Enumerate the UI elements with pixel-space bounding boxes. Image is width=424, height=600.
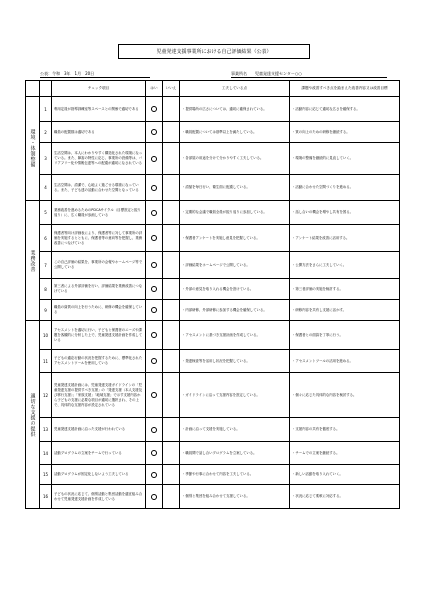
yes-circle-mark <box>151 262 157 268</box>
effort-text: ・計画に沿って支援を実施している。 <box>180 418 290 442</box>
yes-circle-mark <box>151 129 157 135</box>
yes-circle-mark <box>151 185 157 191</box>
header-number <box>40 81 52 97</box>
improvement-text: ・アンケート結果を改善に活用する。 <box>290 225 400 252</box>
no-cell <box>163 373 180 418</box>
check-item-text: 保護者等向け評価表により、保護者等に対して事業所の評価を実施するとともに、保護者等の意向等を把握し、業務改善につなげている <box>52 225 146 252</box>
no-cell <box>163 201 180 225</box>
yes-cell <box>146 300 163 321</box>
effort-text: ・季節や行事に合わせて内容を工夫している。 <box>180 465 290 485</box>
row-number: 5 <box>40 201 52 225</box>
check-item-text: 職員の資質の向上を行うために、研修の機会を確保している <box>52 300 146 321</box>
improvement-text: ・活動内容に応じて適切な広さを確保する。 <box>290 97 400 122</box>
improvement-text: ・状況に応じて柔軟に対応する。 <box>290 485 400 509</box>
row-number: 7 <box>40 252 52 279</box>
effort-text: ・提供場所の広さについては、適切に確保されている。 <box>180 97 290 122</box>
yes-cell <box>146 97 163 122</box>
row-number: 12 <box>40 373 52 418</box>
yes-cell <box>146 252 163 279</box>
row-number: 1 <box>40 97 52 122</box>
check-item-text: 生活空間は、本人にわかりやすく構造化された環境になっている。また、障害の特性に応じ、事業所の設備等は、バリアフリー化や情報伝達等への配慮が適切になされている <box>52 143 146 175</box>
table-header-row <box>26 81 400 97</box>
improvement-text: ・個々に応じた具体的な内容を検討する。 <box>290 373 400 418</box>
header-yes: はい <box>146 81 163 97</box>
row-number: 13 <box>40 418 52 442</box>
yes-cell <box>146 465 163 485</box>
check-item-text: 子どもの適応行動の状況を把握するために、標準化されたアセスメントツールを使用している <box>52 350 146 373</box>
category-label: 適切な支援の提供 <box>26 321 40 509</box>
yes-cell <box>146 373 163 418</box>
row-number: 4 <box>40 175 52 201</box>
row-number: 10 <box>40 321 52 350</box>
category-label: 業務改善 <box>26 201 40 321</box>
yes-circle-mark <box>151 156 157 162</box>
no-cell <box>163 225 180 252</box>
no-cell <box>163 252 180 279</box>
effort-text: ・アセスメントに基づき支援計画を作成している。 <box>180 321 290 350</box>
yes-circle-mark <box>151 106 157 112</box>
improvement-text: ・支援内容の共有を徹底する。 <box>290 418 400 442</box>
table-row <box>26 350 400 373</box>
effort-text: ・発達検査等を活用し状況を把握している。 <box>180 350 290 373</box>
improvement-text: ・研修内容を共有し支援に活かす。 <box>290 300 400 321</box>
row-number: 9 <box>40 300 52 321</box>
check-item-text: 児童発達支援計画には、児童発達支援ガイドラインの「児童発達支援の提供すべき支援」の「発達支援（本人支援及び移行支援）」「家族支援」「地域支援」で示す支援内容から子どもの支援に必要な項目が適切に選択され、その上で、具体的な支援内容が設定されている <box>52 373 146 418</box>
check-item-text: この自己評価の結果を、事業所の会報やホームページ等で公開している <box>52 252 146 279</box>
improvement-text: ・チームでの立案を継続する。 <box>290 442 400 465</box>
effort-text: ・職員間で話し合いプログラムを立案している。 <box>180 442 290 465</box>
no-cell <box>163 175 180 201</box>
table-row <box>26 300 400 321</box>
no-cell <box>163 350 180 373</box>
effort-text: ・各部屋の用途を分けて分かりやすく工夫している。 <box>180 143 290 175</box>
effort-text: ・外部の意見を取り入れる機会を設けている。 <box>180 279 290 300</box>
row-number: 3 <box>40 143 52 175</box>
table-row <box>26 465 400 485</box>
row-number: 15 <box>40 465 52 485</box>
table-row <box>26 252 400 279</box>
publication-date: 公表：令和 3年 1月 20日 <box>40 71 150 78</box>
yes-cell <box>146 201 163 225</box>
effort-text: ・清掃を毎日行い、衛生面に配慮している。 <box>180 175 290 201</box>
improvement-text: ・保護者との面談を丁寧に行う。 <box>290 321 400 350</box>
yes-cell <box>146 143 163 175</box>
yes-cell <box>146 350 163 373</box>
no-cell <box>163 442 180 465</box>
row-number: 11 <box>40 350 52 373</box>
yes-circle-mark <box>151 307 157 313</box>
yes-circle-mark <box>151 392 157 398</box>
effort-text: ・個別と集団を組み合わせて支援している。 <box>180 485 290 509</box>
table-row <box>26 201 400 225</box>
improvement-text: ・新しい活動を取り入れていく。 <box>290 465 400 485</box>
yes-circle-mark <box>151 450 157 456</box>
yes-cell <box>146 175 163 201</box>
check-item-text: 活動プログラムが固定化しないよう工夫している <box>52 465 146 485</box>
check-item-text: 第三者による外部評価を行い、評価結果を業務改善につなげている <box>52 279 146 300</box>
check-item-text: 活動プログラムの立案をチームで行っている <box>52 442 146 465</box>
table-row <box>26 442 400 465</box>
yes-circle-mark <box>151 286 157 292</box>
row-number: 8 <box>40 279 52 300</box>
yes-cell <box>146 485 163 509</box>
yes-circle-mark <box>151 332 157 338</box>
improvement-text: ・環境の整備を継続的に見直していく。 <box>290 143 400 175</box>
table-row <box>26 418 400 442</box>
category-label: 環境・体制整備 <box>26 97 40 201</box>
improvement-text: ・活動に合わせた空間づくりを進める。 <box>290 175 400 201</box>
improvement-text: ・公開方法をさらに工夫していく。 <box>290 252 400 279</box>
document-title: 児童発達支援事業所における自己評価結果（公表） <box>118 44 310 59</box>
table-row <box>26 122 400 143</box>
effort-text: ・内部研修、外部研修に参加する機会を確保している。 <box>180 300 290 321</box>
effort-text: ・定期的な会議で職員全員が振り返りに参加している。 <box>180 201 290 225</box>
table-row <box>26 485 400 509</box>
check-item-text: 子どもの状況に応じて、個別活動と集団活動を適宜組み合わせて児童発達支援計画を作成している <box>52 485 146 509</box>
table-row <box>26 279 400 300</box>
check-item-text: 生活空間は、清潔で、心地よく過ごせる環境になっている。また、子ども達の活動に合わせた空間となっている <box>52 175 146 201</box>
yes-cell <box>146 279 163 300</box>
yes-circle-mark <box>151 494 157 500</box>
row-number: 16 <box>40 485 52 509</box>
table-row <box>26 321 400 350</box>
yes-circle-mark <box>151 427 157 433</box>
yes-cell <box>146 418 163 442</box>
check-item-text: 職員の配置数は適切である <box>52 122 146 143</box>
no-cell <box>163 279 180 300</box>
improvement-text: ・質の向上のための研修を継続する。 <box>290 122 400 143</box>
no-cell <box>163 143 180 175</box>
row-number: 14 <box>40 442 52 465</box>
table-row <box>26 97 400 122</box>
header-plan: 課題や改善すべき点を踏まえた改善内容又は改善目標 <box>290 81 400 97</box>
no-cell <box>163 418 180 442</box>
no-cell <box>163 97 180 122</box>
yes-circle-mark <box>151 358 157 364</box>
effort-text: ・評価結果をホームページで公開している。 <box>180 252 290 279</box>
improvement-text: ・話し合いの機会を増やし共有を図る。 <box>290 201 400 225</box>
table-row <box>26 373 400 418</box>
effort-text: ・保護者アンケートを実施し意見を把握している。 <box>180 225 290 252</box>
no-cell <box>163 122 180 143</box>
no-cell <box>163 300 180 321</box>
no-cell <box>163 465 180 485</box>
header-no: いいえ <box>163 81 180 97</box>
check-item-text: アセスメントを適切に行い、子どもと保護者のニーズや課題を客観的に分析した上で、児童発達支援計画を作成している <box>52 321 146 350</box>
effort-text: ・ガイドラインに沿って支援内容を設定している。 <box>180 373 290 418</box>
yes-cell <box>146 122 163 143</box>
check-item-text: 児童発達支援計画に沿った支援が行われている <box>52 418 146 442</box>
yes-circle-mark <box>151 235 157 241</box>
improvement-text: ・第三者評価の実施を検討する。 <box>290 279 400 300</box>
table-row <box>26 225 400 252</box>
improvement-text: ・アセスメントツールの活用を進める。 <box>290 350 400 373</box>
yes-cell <box>146 225 163 252</box>
header-category <box>26 81 40 97</box>
table-row <box>26 143 400 175</box>
yes-circle-mark <box>151 210 157 216</box>
table-row <box>26 175 400 201</box>
header-check-item: チェック項目 <box>52 81 146 97</box>
evaluation-table <box>25 80 400 509</box>
no-cell <box>163 321 180 350</box>
yes-cell <box>146 321 163 350</box>
no-cell <box>163 485 180 509</box>
check-item-text: 業務改善を進めるためのPDCAサイクル（目標設定と振り返り）に、広く職員が参画している <box>52 201 146 225</box>
office-name: 事業所名 児童発達支援センター○○ <box>231 71 387 78</box>
check-item-text: 利用定員が指導訓練室等スペースとの関係で適切である <box>52 97 146 122</box>
yes-circle-mark <box>151 472 157 478</box>
row-number: 2 <box>40 122 52 143</box>
header-effort: 工夫している点 <box>180 81 290 97</box>
effort-text: ・職員配置については基準以上を満たしている。 <box>180 122 290 143</box>
yes-cell <box>146 442 163 465</box>
row-number: 6 <box>40 225 52 252</box>
